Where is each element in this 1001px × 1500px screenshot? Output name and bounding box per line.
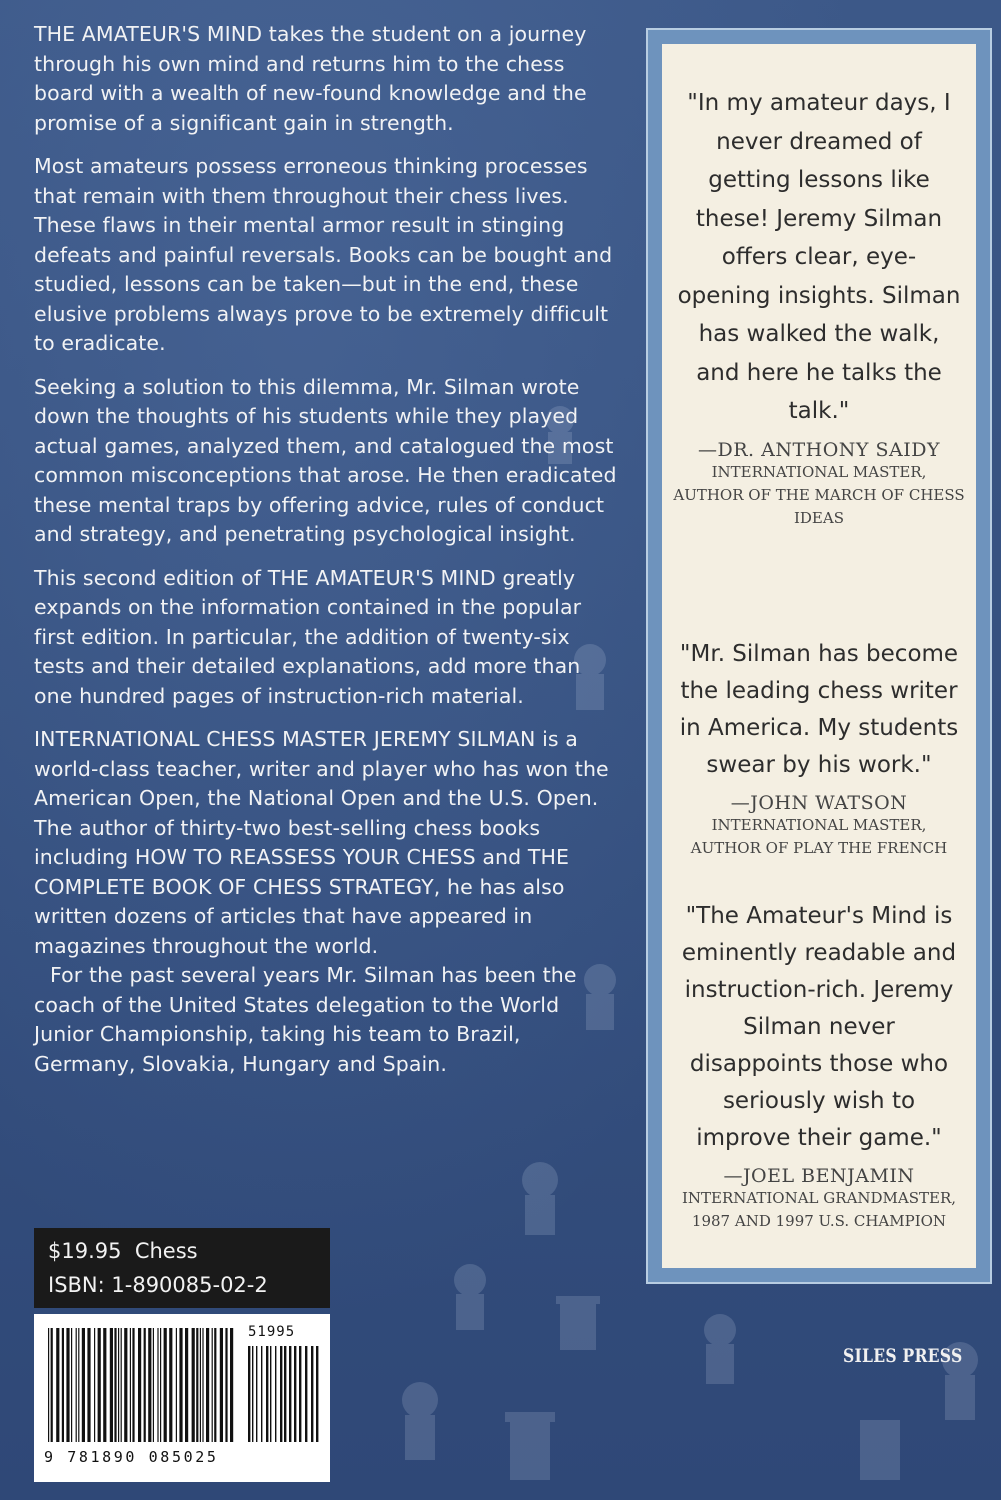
barcode-bar — [160, 1328, 161, 1442]
barcode-bar — [179, 1328, 182, 1442]
barcode-addon-bar — [270, 1346, 271, 1442]
barcode-bar — [153, 1328, 154, 1442]
barcode-bar — [121, 1328, 122, 1442]
testimonial-title: INTERNATIONAL GRANDMASTER, — [681, 1189, 957, 1207]
barcode-bar — [206, 1328, 209, 1442]
barcode-addon-bar — [294, 1346, 296, 1442]
barcode-bar — [98, 1328, 101, 1442]
barcode-ean-number: 9 781890 085025 — [44, 1448, 219, 1466]
testimonial-quote: "Mr. Silman has become the leading chess writer in America. My students swear by his work." — [679, 641, 959, 778]
barcode-bar — [225, 1328, 227, 1442]
barcode-bar — [78, 1328, 79, 1442]
barcode-bar — [48, 1328, 49, 1442]
testimonial-credential: AUTHOR OF PLAY THE FRENCH — [690, 839, 948, 857]
testimonial-quote: "The Amateur's Mind is eminently readable and instruction-rich. Jeremy Silman never disappoints those who seriously wish to improve their game." — [681, 903, 957, 1151]
blurb-paragraph-3: Seeking a solution to this dilemma, Mr. Silman wrote down the thoughts of his students while they played actual games, analyzed them, and catalogued the most common misconceptions that arose. He then eradicated these mental traps by offering advice, rules of conduct and strategy, and penetrating psychological insight. — [34, 374, 617, 546]
barcode-bar — [148, 1328, 151, 1442]
testimonial-author: —JOEL BENJAMIN — [723, 1165, 915, 1187]
barcode-addon-bar — [316, 1346, 318, 1442]
testimonial-credential: AUTHOR OF THE MARCH OF CHESS IDEAS — [673, 485, 965, 527]
barcode-bar — [56, 1328, 59, 1442]
testimonials-panel — [662, 44, 976, 1268]
barcode-bar — [94, 1328, 95, 1442]
testimonial-3 — [662, 898, 976, 1233]
barcode-bar — [157, 1328, 158, 1442]
price-isbn-box — [34, 1228, 330, 1308]
blurb-paragraph-2: Most amateurs possess erroneous thinking processes that remain with them throughout their chess lives. These flaws in their mental armor result in stinging defeats and painful reversals. Books can be bought and studied, lessons can be taken—but in the end, these elusive problems always prove to be extremely difficult to eradicate. — [34, 154, 613, 355]
publisher-logo: SILES PRESS — [843, 1345, 963, 1367]
barcode-addon-bar — [289, 1346, 291, 1442]
barcode-bar — [132, 1328, 134, 1442]
barcode-bar — [87, 1328, 90, 1442]
barcode-addon-bar — [311, 1346, 313, 1442]
barcode-bar — [185, 1328, 188, 1442]
barcode-bar — [76, 1328, 77, 1442]
barcode-bar — [202, 1328, 203, 1442]
barcode-bar — [220, 1328, 223, 1442]
barcode-bar — [176, 1328, 177, 1442]
barcode-bar — [66, 1328, 69, 1442]
blurb-paragraph-4: This second edition of THE AMATEUR'S MIND greatly expands on the information contained in the popular first edition. In particular, the addition of twenty-six tests and their detailed explanations, add more than one hundred pages of instruction-rich material. — [34, 565, 582, 708]
barcode-bar — [196, 1328, 198, 1442]
barcode-addon-bar — [252, 1346, 253, 1442]
barcode-bar — [200, 1328, 201, 1442]
barcode-bar — [144, 1328, 146, 1442]
barcode-bar — [51, 1328, 53, 1442]
testimonial-credential: 1987 AND 1997 U.S. CHAMPION — [691, 1212, 947, 1230]
barcode-bar — [138, 1328, 141, 1442]
author-coaching-paragraph: For the past several years Mr. Silman has been the coach of the United States delegation to the World Junior Championship, taking his team to Brazil, Germany, Slovakia, Hungary and Spain. — [34, 963, 577, 1076]
blurb-paragraph-1: THE AMATEUR'S MIND takes the student on a journey through his own mind and returns him to the chess board with a wealth of new-found knowledge and the promise of a significant gain in strength. — [34, 22, 587, 135]
barcode-addon-bar — [305, 1346, 307, 1442]
barcode-bar — [230, 1328, 233, 1442]
barcode — [34, 1314, 330, 1482]
testimonial-quote: "In my amateur days, I never dreamed of getting lessons like these! Jeremy Silman offers clear, eye-opening insights. Silman has walked the walk, and here he talks the talk." — [677, 90, 961, 424]
testimonial-title: INTERNATIONAL MASTER, — [711, 462, 927, 481]
barcode-bar — [214, 1328, 216, 1442]
barcode-bar — [212, 1328, 213, 1442]
barcode-bar — [118, 1328, 119, 1442]
barcode-addon-bar — [256, 1346, 257, 1442]
isbn-number: ISBN: 1-890085-02-2 — [48, 1273, 268, 1297]
barcode-bar — [130, 1328, 131, 1442]
testimonial-author: —JOHN WATSON — [730, 792, 908, 814]
barcode-addon-bar — [284, 1346, 286, 1442]
barcode-bar — [169, 1328, 172, 1442]
barcode-bar — [114, 1328, 116, 1442]
barcode-bar — [82, 1328, 85, 1442]
barcode-addon-bar — [275, 1346, 276, 1442]
barcode-bar — [164, 1328, 167, 1442]
barcode-addon-bar — [248, 1346, 250, 1442]
barcode-bar — [110, 1328, 113, 1442]
barcode-addon-bar — [299, 1346, 301, 1442]
barcode-bar — [103, 1328, 106, 1442]
testimonial-author: —DR. ANTHONY SAIDY — [697, 438, 940, 461]
barcode-bar — [62, 1328, 64, 1442]
barcode-addon-bar — [280, 1346, 282, 1442]
testimonial-2 — [662, 636, 976, 860]
barcode-addon-number: 51995 — [248, 1324, 296, 1340]
author-bio-paragraph: INTERNATIONAL CHESS MASTER JEREMY SILMAN is a world-class teacher, writer and player who has won the American Open, the National Open and the U.S. Open. The author of thirty-two best-selling chess books including HOW TO REASSESS YOUR CHESS and THE COMPLETE BOOK OF CHESS STRATEGY, he has also written dozens of articles that have appeared in magazines throughout the world. — [34, 727, 609, 958]
price-category: $19.95 Chess — [48, 1239, 198, 1263]
barcode-addon-bar — [261, 1346, 262, 1442]
barcode-addon-bar — [266, 1346, 268, 1442]
barcode-bar — [71, 1328, 72, 1442]
testimonial-1 — [662, 84, 976, 530]
barcode-bar — [124, 1328, 127, 1442]
testimonial-title: INTERNATIONAL MASTER, — [711, 816, 927, 834]
description-text — [34, 20, 624, 1093]
barcode-bar — [192, 1328, 195, 1442]
